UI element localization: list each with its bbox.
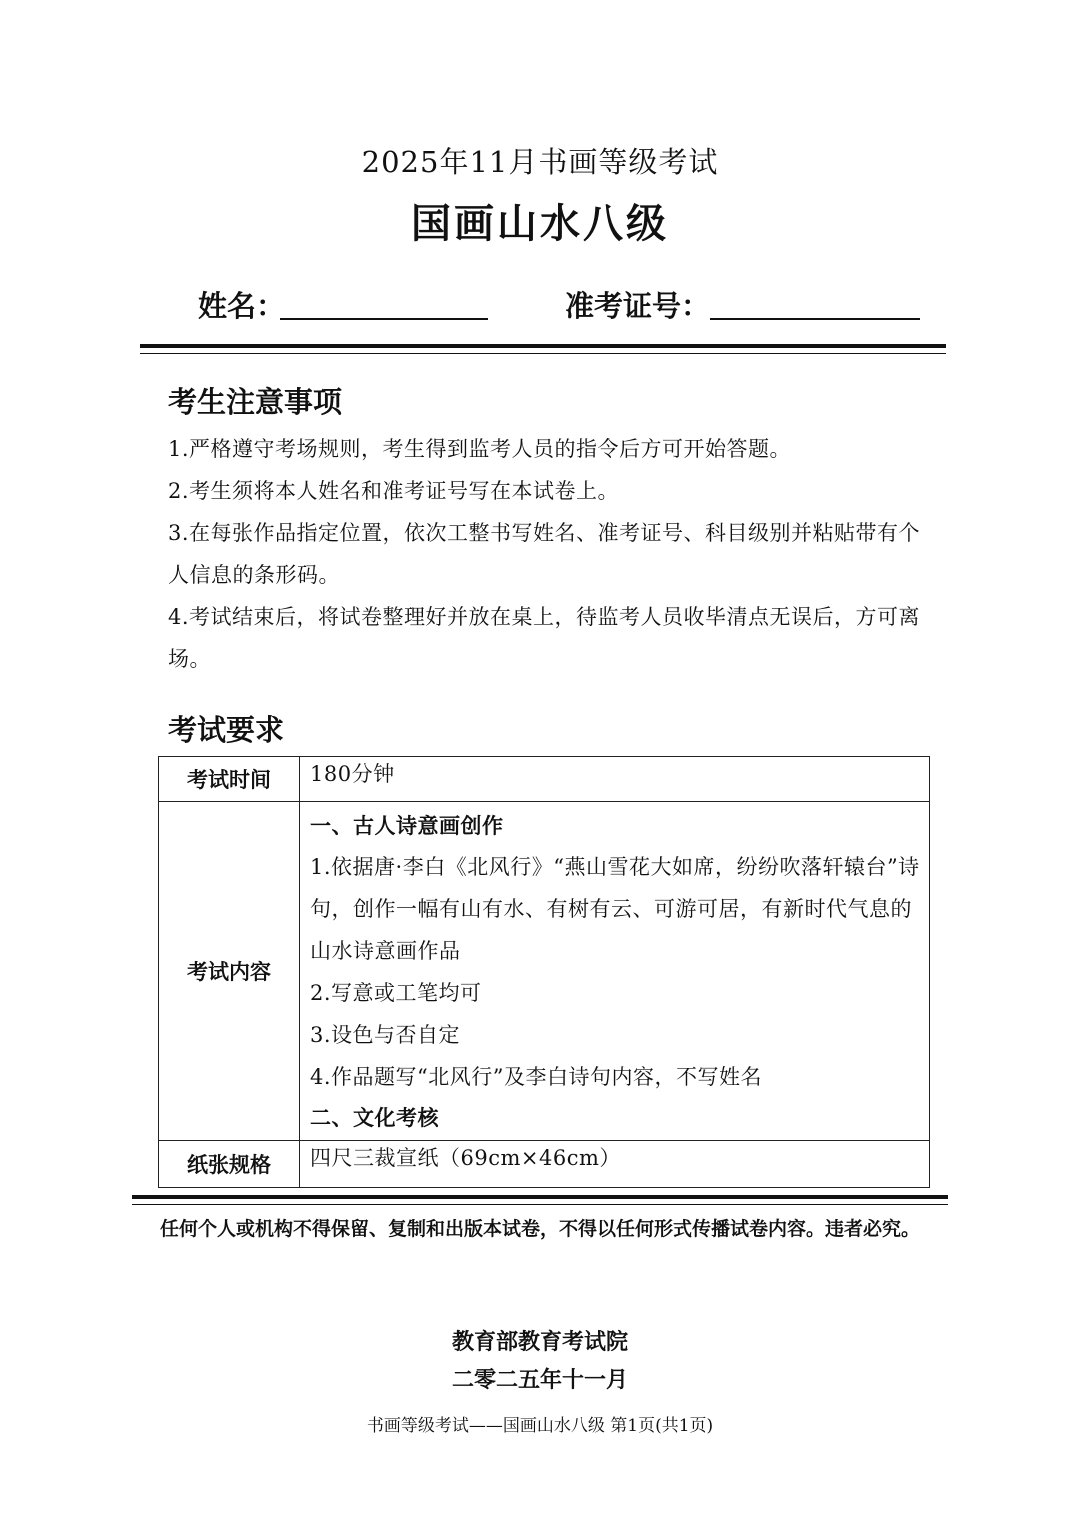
header-divider-thin [140, 353, 946, 354]
content-value [300, 802, 930, 1141]
notice-heading: 考生注意事项 [168, 385, 343, 419]
name-blank-line [280, 318, 488, 320]
issuer: 教育部教育考试院 [451, 1330, 628, 1355]
table-row [159, 1141, 930, 1188]
table-row [159, 802, 930, 1141]
content-item: 2.写意或工笔均可 [310, 981, 482, 1005]
notice-item: 1.严格遵守考场规则，考生得到监考人员的指令后方可开始答题。 [168, 437, 792, 461]
requirements-table [158, 756, 930, 1188]
notice-item: 4.考试结束后，将试卷整理好并放在桌上，待监考人员收毕清点无误后，方可离场。 [168, 605, 921, 671]
notice-item: 2.考生须将本人姓名和准考证号写在本试卷上。 [168, 479, 620, 503]
time-value: 180分钟 [300, 757, 930, 802]
issue-date: 二零二五年十一月 [451, 1368, 628, 1393]
table-row [159, 757, 930, 802]
exam-subtitle: 2025年11月书画等级考试 [361, 145, 719, 179]
header-divider-thick [140, 344, 946, 348]
content-item: 3.设色与否自定 [310, 1023, 461, 1047]
footer-divider-thick [132, 1195, 948, 1199]
content-label: 考试内容 [159, 802, 300, 1141]
requirements-heading: 考试要求 [168, 713, 285, 747]
notice-item: 3.在每张作品指定位置，依次工整书写姓名、准考证号、科目级别并粘贴带有个人信息的条形码。 [168, 521, 921, 587]
time-label: 考试时间 [159, 757, 300, 802]
content-item: 1.依据唐·李白《北风行》“燕山雪花大如席，纷纷吹落轩辕台”诗句，创作一幅有山有水、有树有云、可游可居，有新时代气息的山水诗意画作品 [310, 855, 920, 963]
paper-value: 四尺三裁宣纸（69cm×46cm） [300, 1141, 930, 1188]
footer-divider-thin [132, 1204, 948, 1205]
part2-title: 二、文化考核 [310, 1106, 439, 1130]
exam-id-blank-line [710, 318, 920, 320]
exam-id-label: 准考证号： [565, 289, 711, 323]
page-footer: 书画等级考试——国画山水八级 第1页(共1页) [366, 1416, 714, 1436]
exam-title: 国画山水八级 [411, 201, 669, 247]
part1-title: 一、古人诗意画创作 [310, 814, 504, 838]
name-label: 姓名： [198, 289, 286, 323]
copyright-warning: 任何个人或机构不得保留、复制和出版本试卷，不得以任何形式传播试卷内容。违者必究。 [159, 1218, 920, 1240]
content-item: 4.作品题写“北风行”及李白诗句内容，不写姓名 [310, 1065, 763, 1089]
paper-label: 纸张规格 [159, 1141, 300, 1188]
